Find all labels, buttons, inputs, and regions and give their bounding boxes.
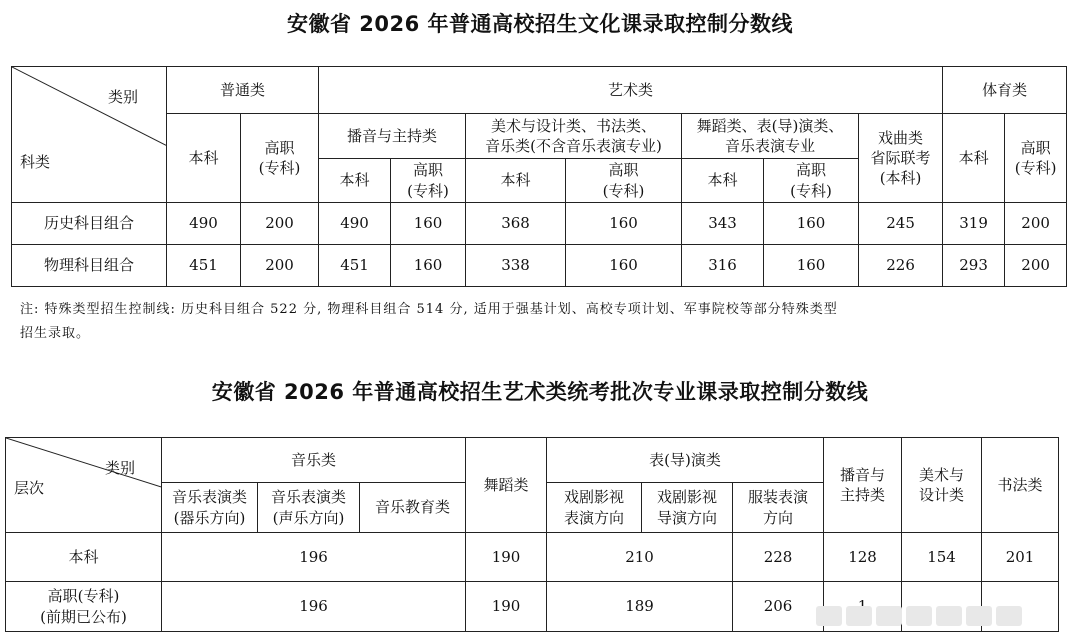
footnote xyxy=(20,298,1065,346)
cell: 196 xyxy=(162,582,466,632)
cell: 451 xyxy=(167,245,241,287)
cell: 200 xyxy=(1005,245,1067,287)
corner-level-label: 层次 xyxy=(14,478,45,497)
cell: 319 xyxy=(943,203,1005,245)
header-shufa: 书法类 xyxy=(982,438,1059,533)
header-tiyu-gaozhi: 高职 (专科) xyxy=(1005,114,1067,203)
header-by-acting: 戏剧影视 表演方向 xyxy=(547,483,642,533)
cell: 190 xyxy=(466,533,547,582)
row-label: 物理科目组合 xyxy=(12,245,167,287)
page-title-art: 安徽省 2026 年普通高校招生艺术类统考批次专业课录取控制分数线 xyxy=(211,380,869,404)
header-wudao: 舞蹈类、表(导)演类、 音乐表演专业 xyxy=(682,114,859,159)
cell: 451 xyxy=(319,245,391,287)
cell: 201 xyxy=(982,533,1059,582)
header-by-directing: 戏剧影视 导演方向 xyxy=(642,483,733,533)
corner-category-label: 类别 xyxy=(107,88,138,106)
cell: 196 xyxy=(162,533,466,582)
header-meishu: 美术与设计类、书法类、 音乐类(不含音乐表演专业) xyxy=(466,114,682,159)
cell: 316 xyxy=(682,245,764,287)
cell: 160 xyxy=(764,203,859,245)
footnote-line-2: 招生录取。 xyxy=(20,326,91,341)
header-music-education: 音乐教育类 xyxy=(360,483,466,533)
header-tiyu-benke: 本科 xyxy=(943,114,1005,203)
header-boyin: 播音与 主持类 xyxy=(824,438,902,533)
footnote-line-1: 注: 特殊类型招生控制线: 历史科目组合 522 分, 物理科目组合 514 分, 适用于强基计划、高校专项计划、军事院校等部分特殊类型 xyxy=(20,302,838,317)
table-row xyxy=(6,533,1059,582)
cell: 200 xyxy=(1005,203,1067,245)
cell: 490 xyxy=(319,203,391,245)
header-music: 音乐类 xyxy=(162,438,466,483)
page-title-culture: 安徽省 2026 年普通高校招生文化课录取控制分数线 xyxy=(286,12,794,36)
cell: 245 xyxy=(859,203,943,245)
header-by-fashion: 服装表演 方向 xyxy=(733,483,824,533)
header-meishu: 美术与 设计类 xyxy=(902,438,982,533)
header-boyin-benke: 本科 xyxy=(319,159,391,203)
cell: 160 xyxy=(566,245,682,287)
header-yishu: 艺术类 xyxy=(319,67,943,114)
header-putong-benke: 本科 xyxy=(167,114,241,203)
cell: 190 xyxy=(466,582,547,632)
cell: 226 xyxy=(859,245,943,287)
corner-header xyxy=(6,438,162,533)
cell: 206 xyxy=(733,582,824,632)
corner-header xyxy=(12,67,167,203)
header-music-vocal: 音乐表演类 (声乐方向) xyxy=(258,483,360,533)
header-meishu-benke: 本科 xyxy=(466,159,566,203)
cell: 368 xyxy=(466,203,566,245)
row-label: 历史科目组合 xyxy=(12,203,167,245)
header-xiqu: 戏曲类 省际联考 (本科) xyxy=(859,114,943,203)
art-score-table xyxy=(5,437,1059,632)
header-music-instrument: 音乐表演类 (器乐方向) xyxy=(162,483,258,533)
header-dance: 舞蹈类 xyxy=(466,438,547,533)
row-label: 高职(专科) (前期已公布) xyxy=(6,582,162,632)
cell: 210 xyxy=(547,533,733,582)
header-meishu-gaozhi: 高职 (专科) xyxy=(566,159,682,203)
table-row xyxy=(12,203,1067,245)
cell: 343 xyxy=(682,203,764,245)
cell: 160 xyxy=(566,203,682,245)
cell: 293 xyxy=(943,245,1005,287)
cell: 189 xyxy=(547,582,733,632)
header-putong-gaozhi: 高职 (专科) xyxy=(241,114,319,203)
header-tiyu: 体育类 xyxy=(943,67,1067,114)
cell: 160 xyxy=(391,245,466,287)
corner-subject-label: 科类 xyxy=(20,152,51,171)
watermark-overlay xyxy=(812,606,1062,634)
cell: 490 xyxy=(167,203,241,245)
cell: 154 xyxy=(902,533,982,582)
cell: 228 xyxy=(733,533,824,582)
corner-category-label: 类别 xyxy=(104,459,135,477)
table-row xyxy=(12,245,1067,287)
header-wudao-gaozhi: 高职 (专科) xyxy=(764,159,859,203)
header-boyin-gaozhi: 高职 (专科) xyxy=(391,159,466,203)
cell: 160 xyxy=(391,203,466,245)
cell: 128 xyxy=(824,533,902,582)
cell: 160 xyxy=(764,245,859,287)
header-biaoyan: 表(导)演类 xyxy=(547,438,824,483)
cell: 338 xyxy=(466,245,566,287)
header-wudao-benke: 本科 xyxy=(682,159,764,203)
cell: 200 xyxy=(241,245,319,287)
cell: 200 xyxy=(241,203,319,245)
culture-score-table xyxy=(11,66,1067,287)
row-label: 本科 xyxy=(6,533,162,582)
header-putong: 普通类 xyxy=(167,67,319,114)
header-boyin: 播音与主持类 xyxy=(319,114,466,159)
